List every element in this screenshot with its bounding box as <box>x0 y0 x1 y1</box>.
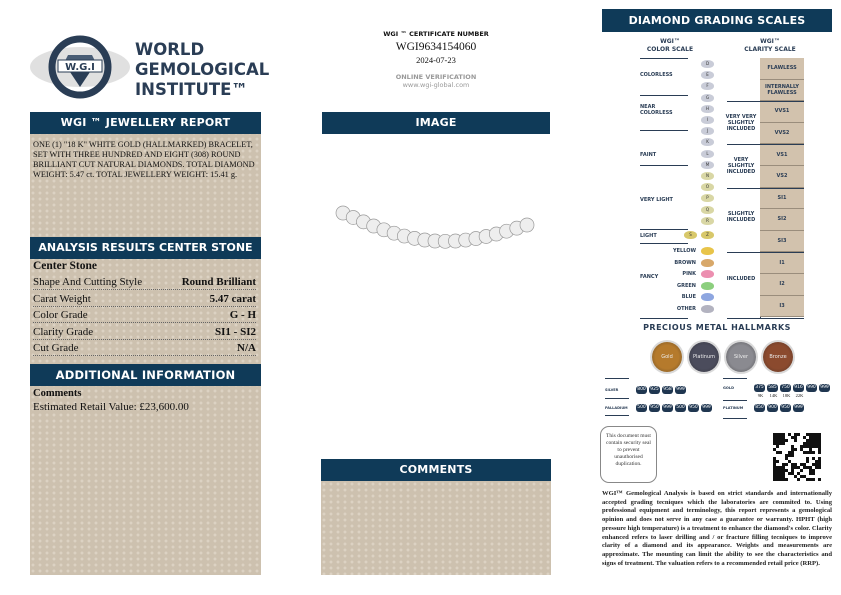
silver-label: SILVER <box>605 388 619 392</box>
institute-name <box>135 40 269 100</box>
clarity-grade: VVS1 <box>760 101 804 123</box>
analysis-row <box>33 292 256 307</box>
diamond-color-icon: D <box>701 60 714 68</box>
divider <box>605 398 629 399</box>
diamond-color-icon: O <box>701 183 714 191</box>
hallmark-medal-platinum: Platinum <box>689 342 719 372</box>
clarity-grade: VVS2 <box>760 123 804 145</box>
hallmark-stamp: 999 <box>663 405 672 410</box>
hallmark-stamp: 750 <box>781 385 790 390</box>
fancy-color-icon <box>701 247 714 255</box>
bracelet-image <box>335 185 535 280</box>
clarity-group-label: INCLUDED <box>726 275 756 282</box>
hallmark-stamp: 500 <box>637 405 646 410</box>
hallmark-stamp: 999 <box>794 405 803 410</box>
hallmark-stamp: 900 <box>768 405 777 410</box>
clarity-grade: SI1 <box>760 188 804 210</box>
fancy-color-label: YELLOW <box>673 248 696 254</box>
clarity-group-label: VERY VERY SLIGHTLY INCLUDED <box>725 113 757 132</box>
platinum-label: PLATINUM <box>723 406 744 410</box>
karat-label: 14K <box>769 393 778 398</box>
color-group-label: FANCY <box>640 274 659 280</box>
silver-stamps <box>636 386 688 394</box>
diamond-color-icon: Q <box>701 206 714 214</box>
hallmark-stamp: 999 <box>820 385 829 390</box>
diamond-color-icon: H <box>701 105 714 113</box>
certificate-number: WGI9634154060 <box>395 41 477 53</box>
diamond-color-icon: F <box>701 82 714 90</box>
fancy-color-label: BROWN <box>674 259 696 266</box>
diamond-color-icon: N <box>701 172 714 180</box>
logo-line: INSTITUTE™ <box>135 80 248 99</box>
divider <box>605 415 629 416</box>
divider <box>723 378 747 379</box>
row-label: Clarity Grade <box>33 325 94 338</box>
clarity-grade: I1 <box>760 252 804 274</box>
color-scale-title: COLOR SCALE <box>646 46 694 53</box>
hallmark-stamp: 375 <box>755 385 764 390</box>
diamond-color-icon: P <box>701 194 714 202</box>
gold-stamps <box>754 384 832 392</box>
hallmarks-title: PRECIOUS METAL HALLMARKS <box>643 323 791 332</box>
hallmark-stamp: 916 <box>794 385 803 390</box>
fancy-color-icon <box>701 270 714 278</box>
jewellery-report-header: WGI ™ JEWELLERY REPORT <box>30 112 261 134</box>
disclaimer: WGI™ Gemological Analysis is based on strict standards and internationally accepted grading tecniques which the laboratories are commited to. Using professional equipment and terminology, this report represents a gemological opinion and does not serve in any case a guarantee or warranty. HPHT (high pressure high temperature) is a treatment to enhance the diamond's color. Clarity enhanced refers to laser drilling and / or fracture filling tecniques to improve clarity of a diamond and its appearance. Weights and measurements are approximate. The mounting can limit the ability to see the characteristics and signs of treatment. The valuation refers to a recommended retail price (RRP). <box>602 490 832 567</box>
karat-label: 22K <box>795 393 804 398</box>
hallmark-stamp: 585 <box>768 385 777 390</box>
clarity-group-label: SLIGHTLY INCLUDED <box>726 211 756 223</box>
qr-code[interactable] <box>773 433 822 482</box>
color-group-label: VERY LIGHT <box>640 197 673 203</box>
verification-label: ONLINE VERIFICATION <box>395 73 477 81</box>
divider <box>640 318 688 319</box>
divider <box>640 95 688 96</box>
palladium-label: PALLADIUM <box>605 406 628 410</box>
hallmark-medal-bronze: Bronze <box>763 342 793 372</box>
certificate-label: WGI ™ CERTIFICATE NUMBER <box>383 30 489 38</box>
grading-scales-header: DIAMOND GRADING SCALES <box>602 9 832 32</box>
karat-label: 9K <box>757 393 764 398</box>
diamond-color-icon: L <box>701 150 714 158</box>
color-scale-title: WGI™ <box>660 38 680 45</box>
diamond-color-icon: K <box>701 138 714 146</box>
clarity-grade: I2 <box>760 274 804 296</box>
divider <box>640 58 688 59</box>
fancy-color-label: PINK <box>682 271 696 278</box>
gold-label: GOLD <box>723 386 734 390</box>
hallmark-stamp: 500 <box>676 405 685 410</box>
platinum-stamps <box>754 404 806 412</box>
hallmark-stamp: 800 <box>637 387 646 392</box>
clarity-grade: VS1 <box>760 144 804 166</box>
divider <box>723 400 747 401</box>
clarity-scale-title: CLARITY SCALE <box>744 46 796 53</box>
row-value: N/A <box>237 342 256 355</box>
security-note: This document must contain security seal to prevent unauthorised duplication. <box>600 426 657 483</box>
color-group-label: FAINT <box>640 152 657 158</box>
clarity-grade: VS2 <box>760 166 804 188</box>
clarity-grade: I3 <box>760 296 804 318</box>
hallmark-stamp: 950 <box>689 405 698 410</box>
fancy-color-icon <box>701 282 714 290</box>
divider <box>727 188 804 189</box>
logo-line: GEMOLOGICAL <box>135 60 270 79</box>
color-group-label: NEAR COLORLESS <box>640 104 673 116</box>
diamond-color-icon: S <box>684 231 697 239</box>
row-label: Carat Weight <box>33 292 91 305</box>
diamond-color-icon: M <box>701 161 714 169</box>
hallmark-stamp: 999 <box>702 405 711 410</box>
clarity-group-label: VERY SLIGHTLY INCLUDED <box>726 157 756 175</box>
wgi-logo <box>28 35 133 100</box>
analysis-row <box>33 325 256 340</box>
comments-label: Comments <box>33 388 82 399</box>
analysis-row <box>33 275 256 290</box>
divider <box>727 101 804 102</box>
bracelet-link <box>520 218 534 232</box>
color-group-label: COLORLESS <box>640 72 673 78</box>
palladium-stamps <box>636 404 714 412</box>
row-value: SI1 - SI2 <box>215 325 256 338</box>
comments-header: COMMENTS <box>321 459 551 481</box>
report-description: ONE (1) "18 K" WHITE GOLD (HALLMARKED) BRACELET, SET WITH THREE HUNDRED AND EIGHT (308) ROUND BRILLIANT CUT NATURAL DIAMONDS. TOTAL DIAMOND WEIGHT: 5.47 ct. TOTAL JEWELLERY WEIGHT: 15.41 g. <box>33 140 255 179</box>
divider <box>640 165 688 166</box>
clarity-grade: SI2 <box>760 209 804 231</box>
hallmark-stamp: 999 <box>676 387 685 392</box>
clarity-grade: FLAWLESS <box>760 58 804 80</box>
additional-info-header: ADDITIONAL INFORMATION <box>30 364 261 386</box>
hallmark-stamp: 990 <box>807 385 816 390</box>
hallmark-stamp: 925 <box>650 387 659 392</box>
fancy-color-label: GREEN <box>677 282 696 289</box>
divider <box>727 252 804 253</box>
diamond-color-icon: J <box>701 127 714 135</box>
clarity-grade: INTERNALLY FLAWLESS <box>760 80 804 102</box>
analysis-row <box>33 308 256 323</box>
comments-area <box>321 481 551 575</box>
fancy-color-label: OTHER <box>676 306 696 312</box>
divider <box>605 378 629 379</box>
row-value: G - H <box>229 309 256 322</box>
row-label: Cut Grade <box>33 342 79 355</box>
row-value: Round Brilliant <box>181 276 256 288</box>
fancy-color-icon <box>701 293 714 301</box>
hallmark-stamp: 850 <box>755 405 764 410</box>
hallmark-medal-gold: Gold <box>652 342 682 372</box>
divider <box>640 229 688 230</box>
clarity-grade: SI3 <box>760 231 804 253</box>
verification-link[interactable]: www.wgi-global.com <box>402 81 470 89</box>
divider <box>640 130 688 131</box>
fancy-color-icon <box>701 305 714 313</box>
row-label: Color Grade <box>33 309 88 322</box>
center-stone-label: Center Stone <box>33 260 97 272</box>
hallmark-stamp: 950 <box>781 405 790 410</box>
hallmark-medal-silver: Silver <box>726 342 756 372</box>
diamond-color-icon: R <box>701 217 714 225</box>
row-label: Shape And Cutting Style <box>33 276 143 288</box>
estimated-retail-value: Estimated Retail Value: £23,600.00 <box>33 401 189 413</box>
logo-line: WORLD <box>135 40 205 59</box>
color-group-label: LIGHT <box>640 233 657 239</box>
svg-text:W.G.I: W.G.I <box>65 62 95 73</box>
divider <box>723 418 747 419</box>
diamond-color-icon: Z <box>701 231 714 239</box>
fancy-color-label: BLUE <box>681 294 696 301</box>
row-value: 5.47 carat <box>209 292 256 305</box>
analysis-row <box>33 341 256 356</box>
divider <box>640 243 688 244</box>
analysis-header: ANALYSIS RESULTS CENTER STONE <box>30 237 261 259</box>
clarity-scale-title: WGI™ <box>760 38 780 45</box>
divider <box>727 144 804 145</box>
fancy-color-icon <box>701 259 714 267</box>
karat-label: 18K <box>782 393 791 398</box>
diamond-color-icon: E <box>701 71 714 79</box>
divider <box>727 318 804 319</box>
image-header: IMAGE <box>322 112 550 134</box>
gold-karats <box>754 393 806 399</box>
hallmark-stamp: 950 <box>650 405 659 410</box>
certificate-date: 2024-07-23 <box>416 55 456 65</box>
diamond-color-icon: I <box>701 116 714 124</box>
diamond-color-icon: G <box>701 94 714 102</box>
hallmark-stamp: 958 <box>663 387 672 392</box>
